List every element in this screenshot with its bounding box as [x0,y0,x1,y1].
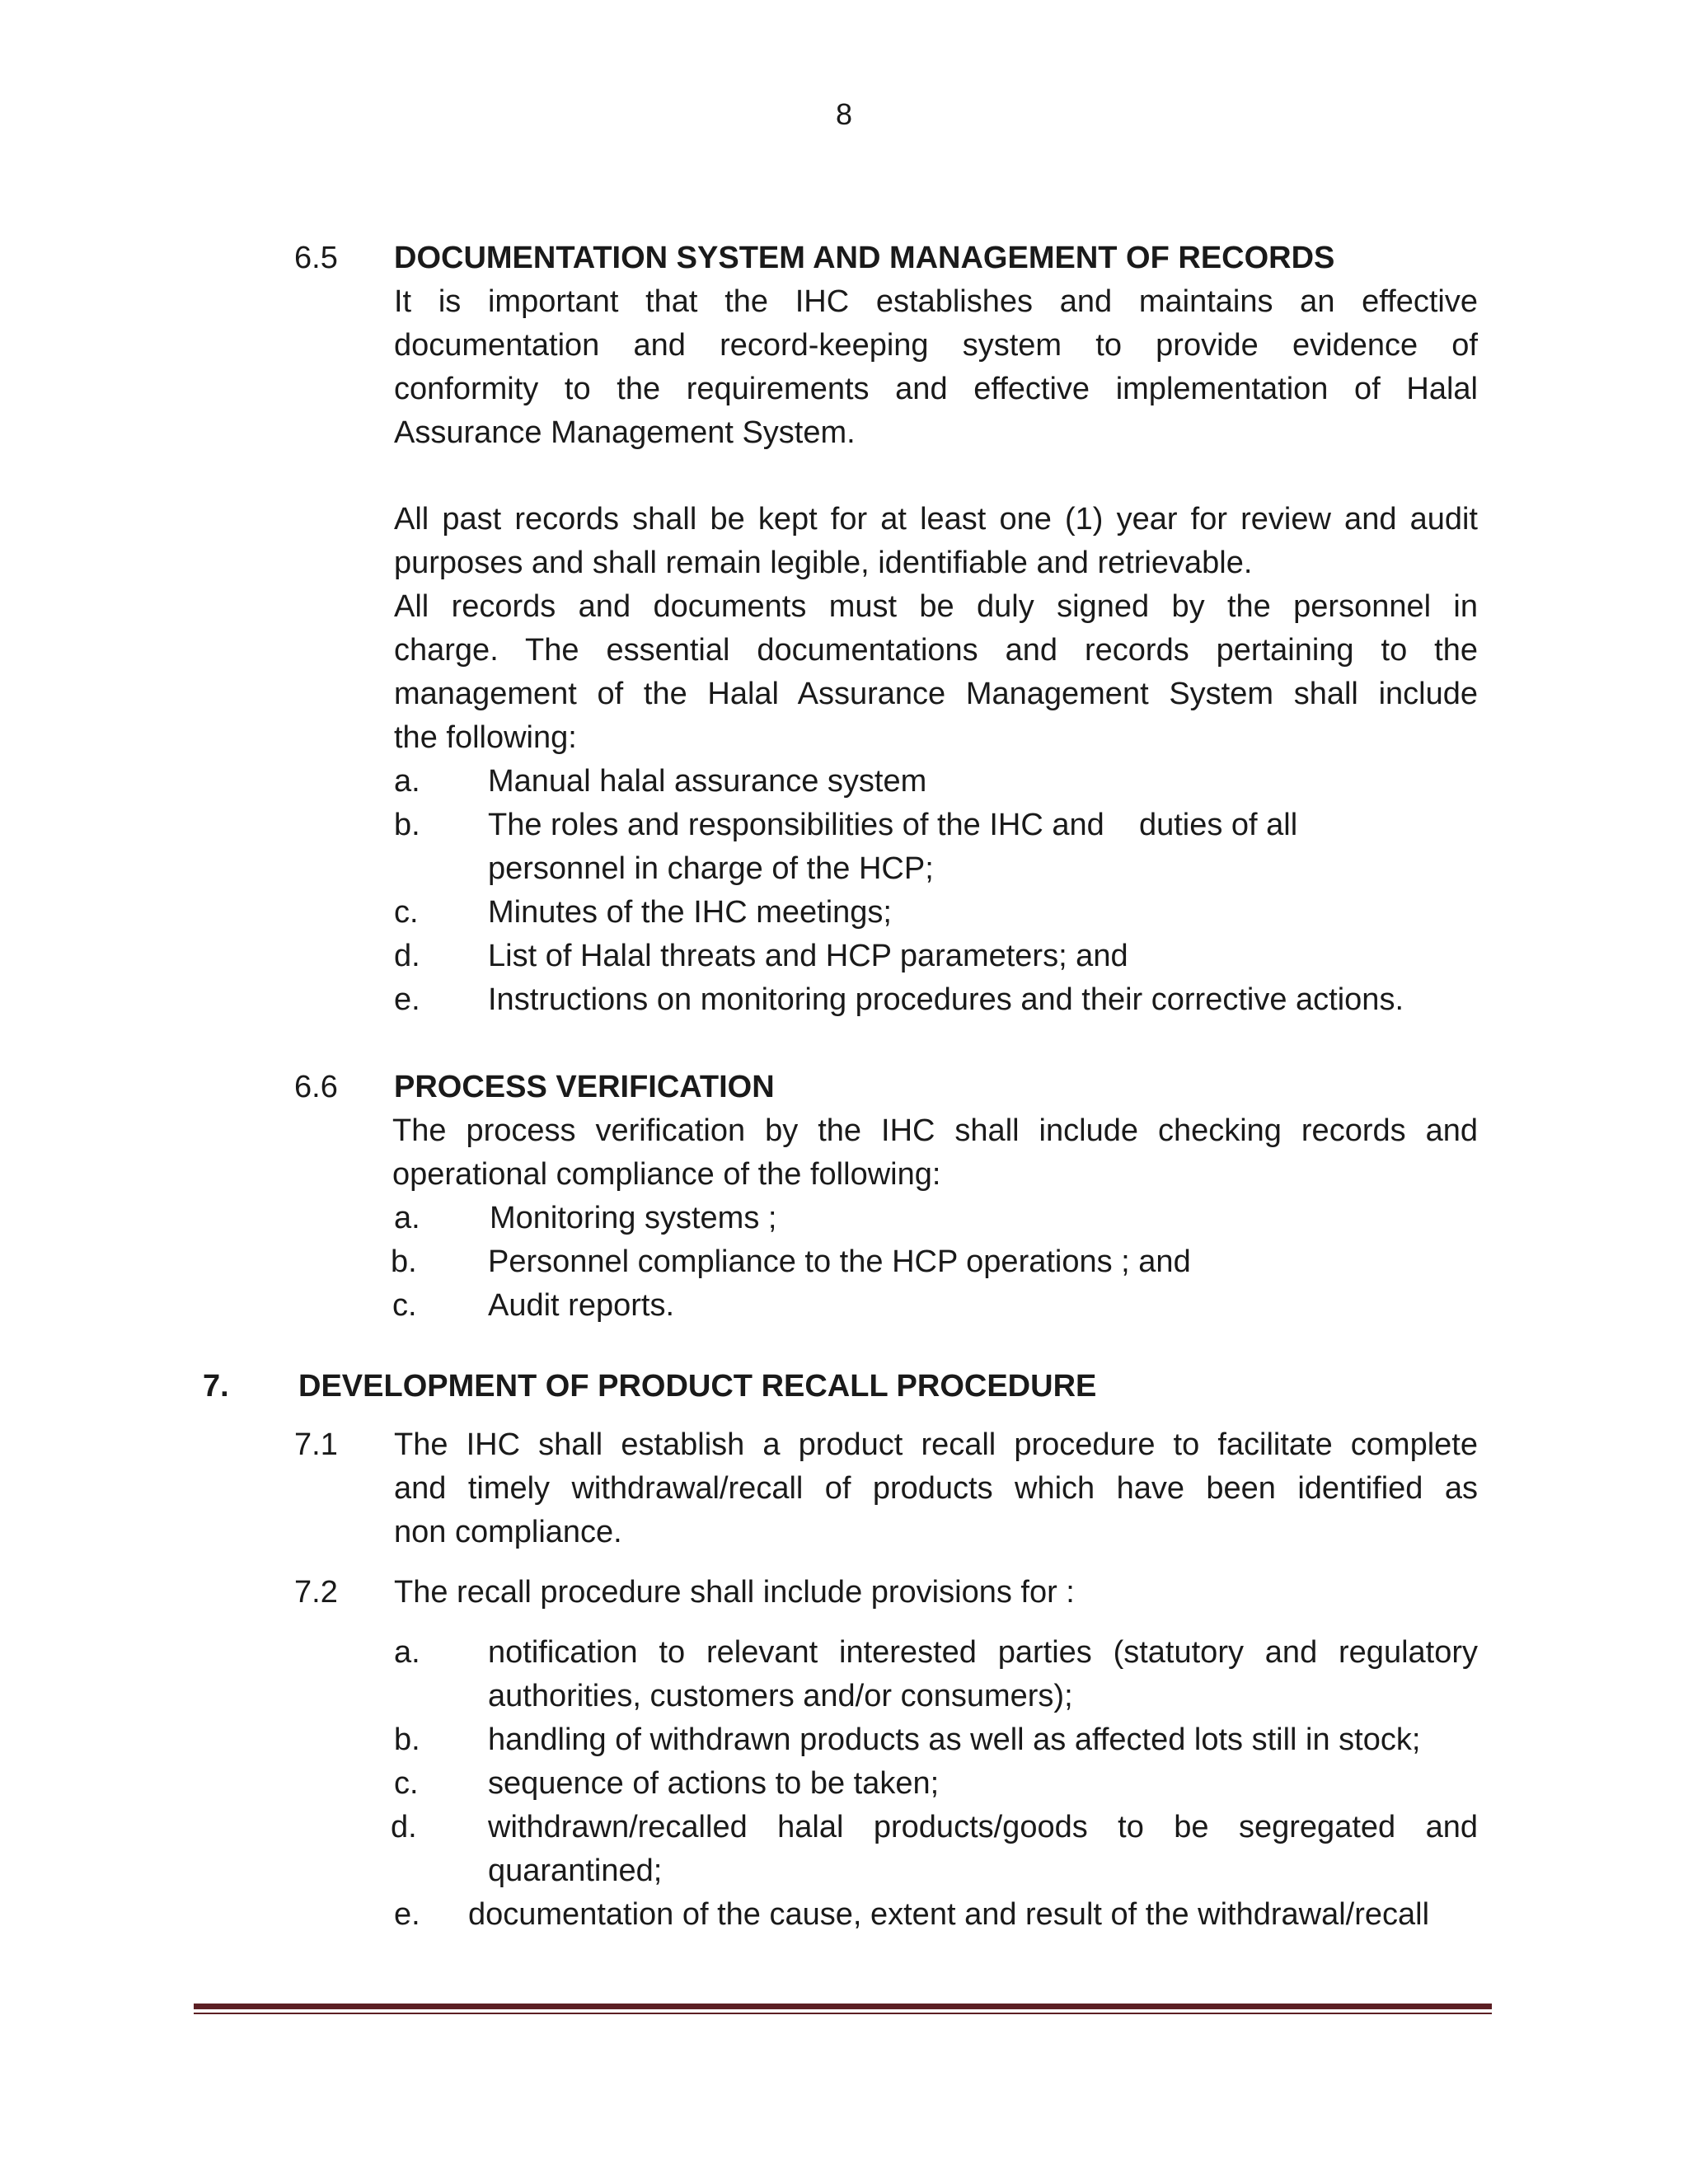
paragraph [392,1109,1478,1197]
list-item: Personnel compliance to the HCP operations ; and [488,1244,1191,1279]
list-item [488,1806,1478,1893]
text-line: quarantined; [488,1854,663,1888]
list-marker: a. [394,764,420,799]
list-marker: b. [391,1244,417,1279]
list-item: Minutes of the IHC meetings; [488,895,892,930]
text-line: conformity to the requirements and effective implementation of Halal [394,372,1478,406]
list-marker: c. [392,1288,417,1323]
text-line: management of the Halal Assurance Management System shall include [394,677,1478,711]
section-text: The recall procedure shall include provisions for : [394,1575,1075,1610]
section-number: 7.1 [294,1427,338,1462]
list-marker: c. [394,1766,419,1801]
section-number: 6.6 [294,1070,338,1104]
text-line: authorities, customers and/or consumers); [488,1679,1073,1713]
list-item [488,1631,1478,1718]
section-number: 7.2 [294,1575,338,1610]
footer-rule [194,2004,1492,2009]
text-line: All records and documents must be duly signed by the personnel in [394,589,1478,624]
text-line: documentation and record-keeping system to provide evidence of [394,328,1478,363]
page-number: 8 [835,97,853,131]
list-marker: a. [394,1201,420,1235]
text-line: operational compliance of the following: [392,1157,941,1192]
footer-rule-thin [194,2013,1492,2014]
list-item: List of Halal threats and HCP parameters; and [488,939,1128,973]
list-item: The roles and responsibilities of the IHC and duties of all [488,808,1298,842]
list-marker: d. [391,1810,417,1844]
paragraph [394,280,1478,455]
text-line: withdrawn/recalled halal products/goods to be segregated and [488,1810,1478,1844]
text-line: non compliance. [394,1515,622,1549]
list-item: handling of withdrawn products as well as affected lots still in stock; [488,1722,1421,1757]
list-item: Audit reports. [488,1288,674,1323]
text-line: It is important that the IHC establishes and maintains an effective [394,284,1478,319]
text-line: The process verification by the IHC shall include checking records and [392,1113,1478,1148]
list-item-continuation: personnel in charge of the HCP; [488,851,934,886]
text-line: Assurance Management System. [394,415,856,450]
text-line: The IHC shall establish a product recall procedure to facilitate complete [394,1427,1478,1462]
list-marker: e. [394,982,420,1017]
text-line: the following: [394,720,577,755]
chapter-heading: DEVELOPMENT OF PRODUCT RECALL PROCEDURE [298,1369,1097,1404]
list-item: Monitoring systems ; [490,1201,777,1235]
list-marker: e. [394,1897,420,1932]
paragraph [394,585,1478,760]
list-marker: b. [394,1722,420,1757]
section-heading: PROCESS VERIFICATION [394,1070,775,1104]
list-marker: a. [394,1635,420,1670]
text-line: notification to relevant interested parties (statutory and regulatory [488,1635,1478,1670]
list-marker: b. [394,808,420,842]
section-number: 6.5 [294,241,338,275]
text-line: and timely withdrawal/recall of products which have been identified as [394,1471,1478,1506]
paragraph [394,1423,1478,1554]
list-item: sequence of actions to be taken; [488,1766,940,1801]
section-heading: DOCUMENTATION SYSTEM AND MANAGEMENT OF RECORDS [394,241,1335,275]
chapter-number: 7. [203,1369,229,1404]
text-line: purposes and shall remain legible, identifiable and retrievable. [394,546,1253,580]
text-line: All past records shall be kept for at least one (1) year for review and audit [394,502,1478,537]
text-line: charge. The essential documentations and records pertaining to the [394,633,1478,668]
list-item: documentation of the cause, extent and result of the withdrawal/recall [468,1897,1430,1932]
list-marker: c. [394,895,419,930]
paragraph [394,498,1478,585]
list-item: Manual halal assurance system [488,764,927,799]
list-item: Instructions on monitoring procedures and their corrective actions. [488,982,1404,1017]
list-marker: d. [394,939,420,973]
